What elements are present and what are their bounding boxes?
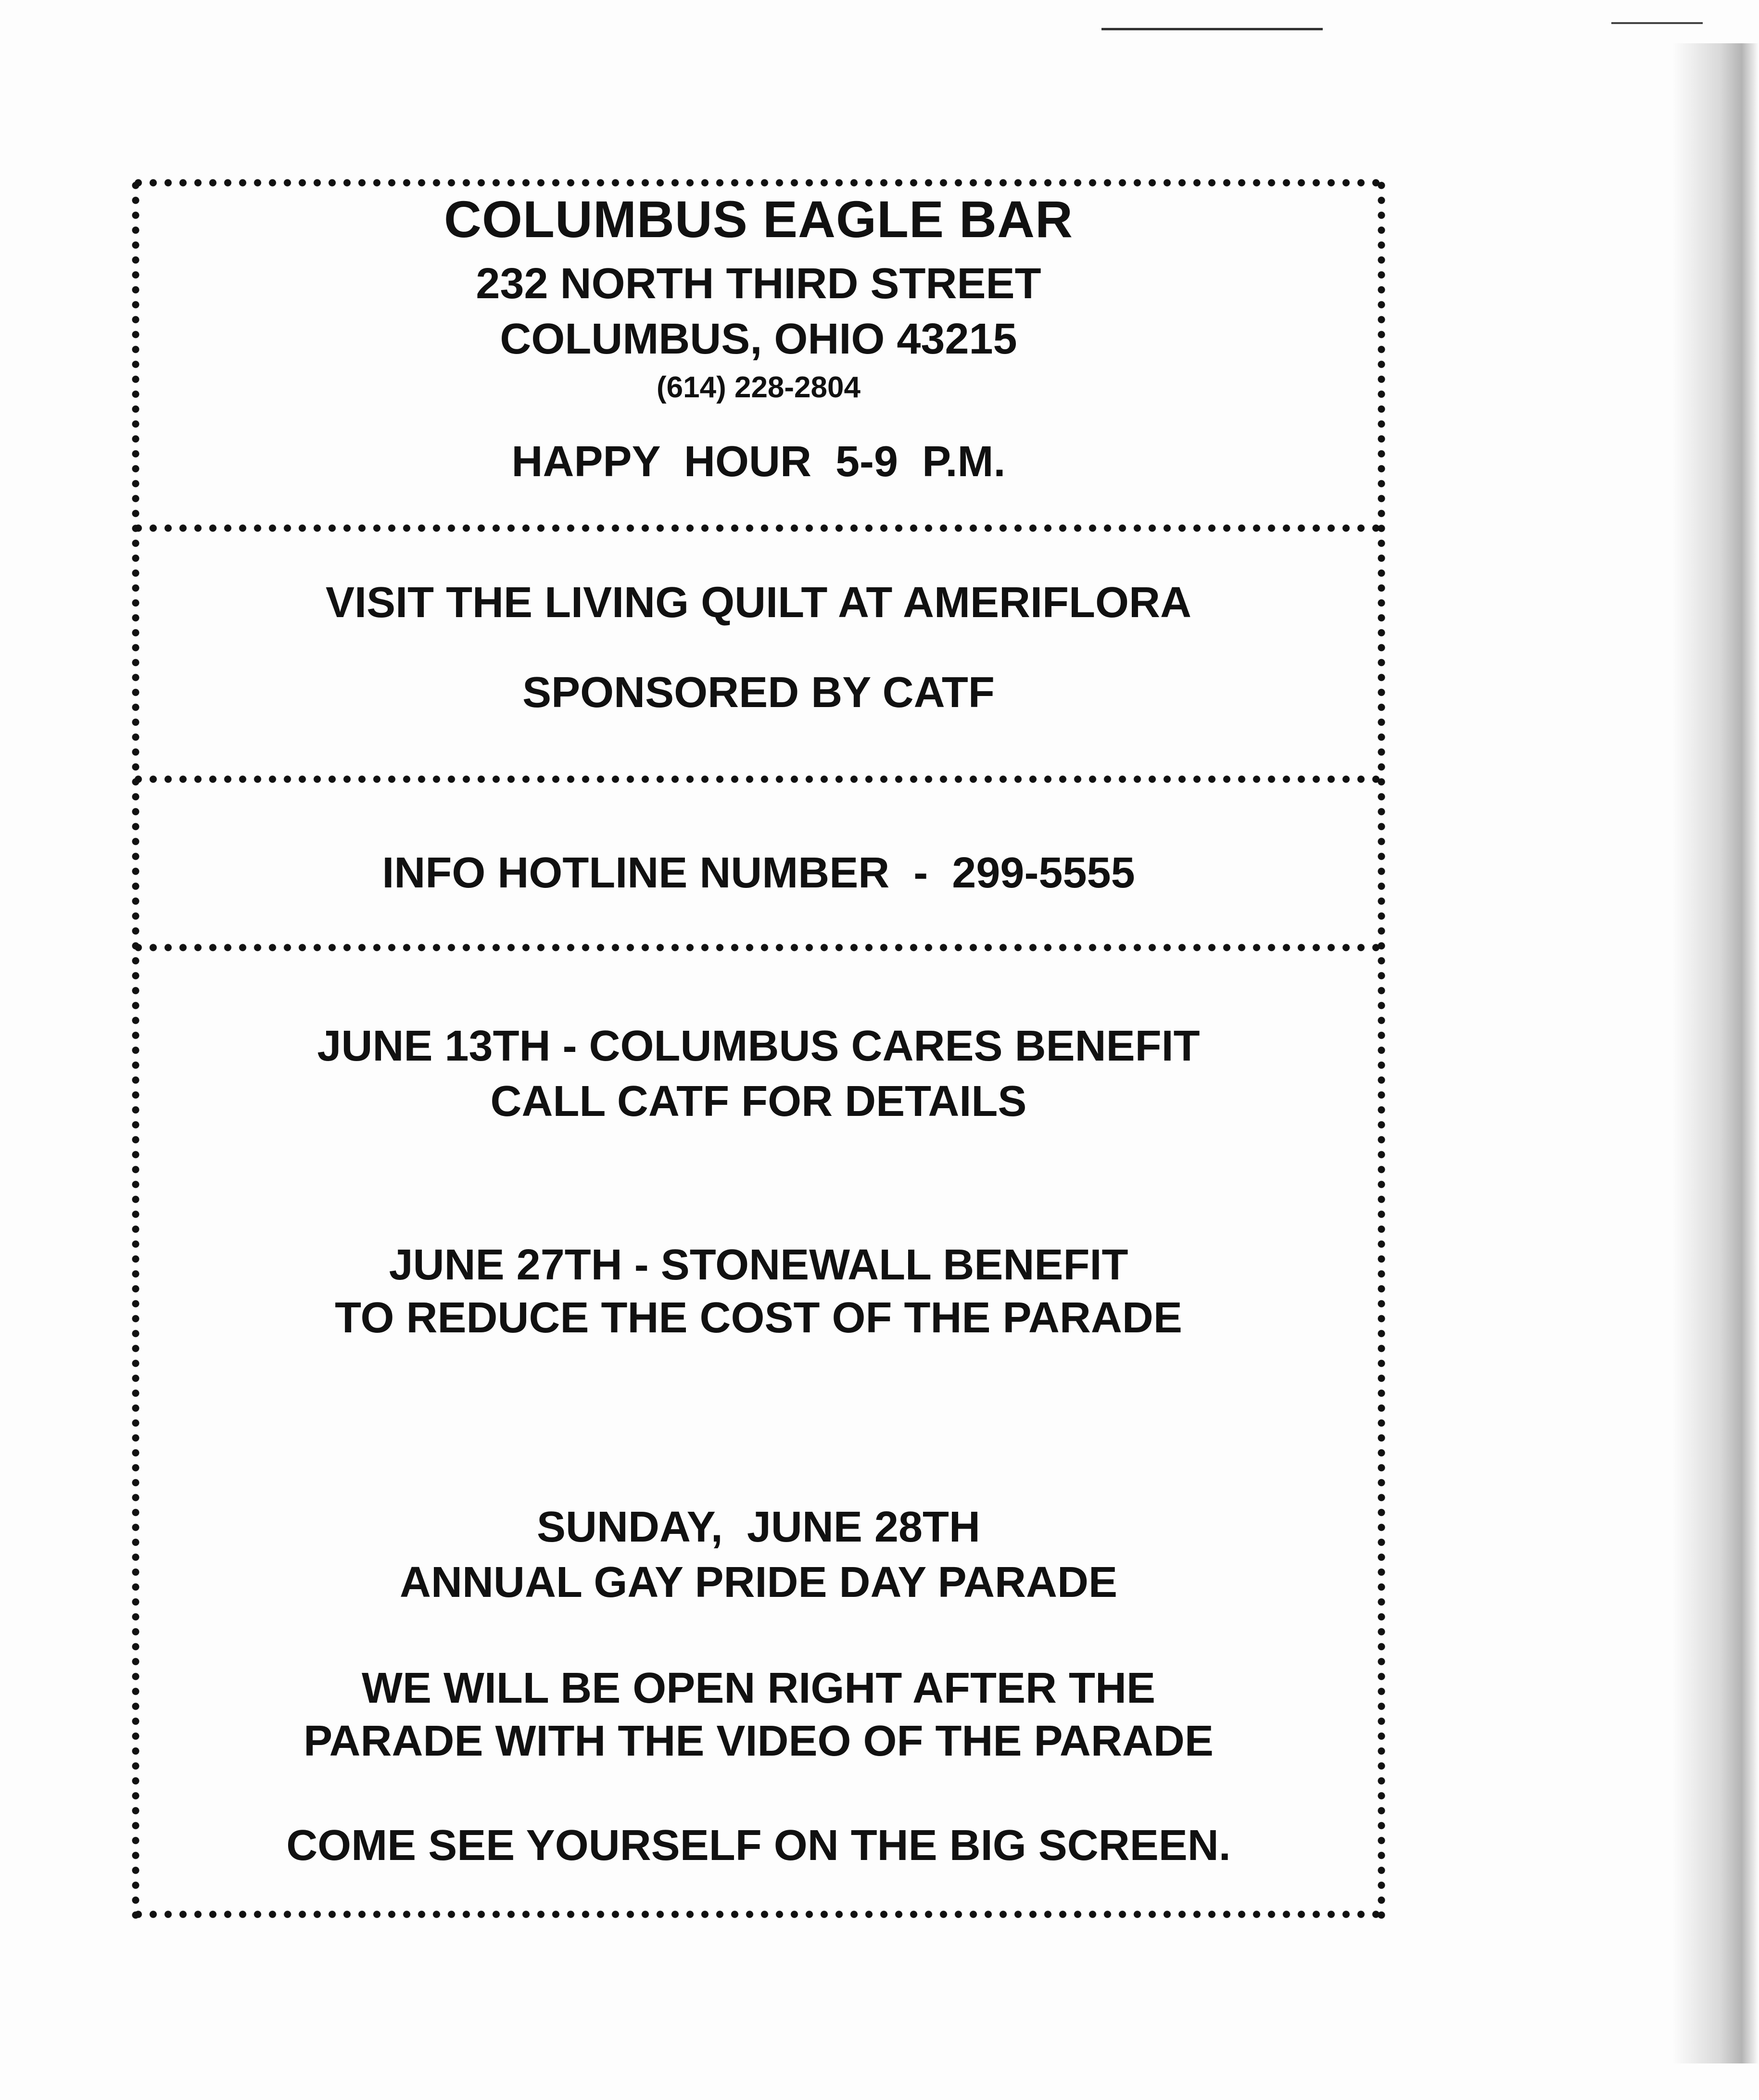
bar-name: COLUMBUS EAGLE BAR bbox=[444, 190, 1073, 248]
header-section bbox=[140, 178, 1377, 523]
scan-edge-shadow bbox=[1672, 43, 1759, 2063]
dotted-border-bottom bbox=[131, 1910, 1386, 1919]
city-address: COLUMBUS, OHIO 43215 bbox=[500, 315, 1017, 363]
sponsor-line: SPONSORED BY CATF bbox=[522, 669, 995, 717]
event-stonewall-details: TO REDUCE THE COST OF THE PARADE bbox=[335, 1294, 1182, 1342]
dotted-border-left bbox=[131, 178, 140, 1919]
event-columbus-cares-details: CALL CATF FOR DETAILS bbox=[490, 1077, 1027, 1126]
dotted-divider-1 bbox=[131, 523, 1386, 533]
quilt-line: VISIT THE LIVING QUILT AT AMERIFLORA bbox=[326, 579, 1191, 627]
parade-video: PARADE WITH THE VIDEO OF THE PARADE bbox=[304, 1717, 1214, 1765]
quilt-section bbox=[140, 533, 1377, 774]
dotted-border-right bbox=[1377, 178, 1386, 1919]
closing-line: COME SEE YOURSELF ON THE BIG SCREEN. bbox=[286, 1822, 1231, 1870]
event-stonewall: JUNE 27TH - STONEWALL BENEFIT bbox=[389, 1241, 1128, 1289]
phone-number: (614) 228-2804 bbox=[657, 371, 861, 404]
event-parade-date: SUNDAY, JUNE 28TH bbox=[537, 1503, 980, 1551]
scan-artifact-line bbox=[1101, 28, 1323, 30]
hotline-number: INFO HOTLINE NUMBER - 299-5555 bbox=[382, 849, 1135, 897]
dotted-divider-3 bbox=[131, 943, 1386, 952]
flyer bbox=[131, 178, 1386, 1919]
scan-artifact-line bbox=[1611, 22, 1703, 24]
open-after-parade: WE WILL BE OPEN RIGHT AFTER THE bbox=[362, 1664, 1155, 1712]
events-section bbox=[140, 952, 1377, 1910]
happy-hour: HAPPY HOUR 5-9 P.M. bbox=[511, 438, 1006, 486]
hotline-section bbox=[140, 784, 1377, 943]
dotted-divider-2 bbox=[131, 774, 1386, 784]
event-parade-name: ANNUAL GAY PRIDE DAY PARADE bbox=[399, 1558, 1118, 1607]
street-address: 232 NORTH THIRD STREET bbox=[476, 260, 1041, 308]
event-columbus-cares: JUNE 13TH - COLUMBUS CARES BENEFIT bbox=[317, 1022, 1200, 1070]
